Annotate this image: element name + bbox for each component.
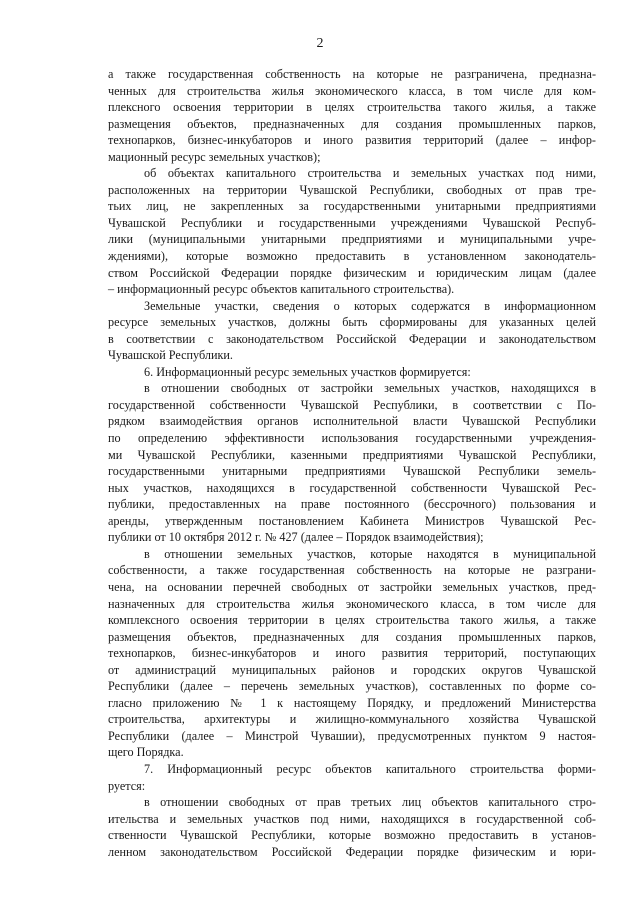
text-line: а также государственная собственность на которые не разграничена, предназна- [108, 67, 596, 81]
text-line: в соответствии с законодательством Российской Федерации и законодательством [108, 331, 596, 346]
text-line: Чувашской Республики и государственными учреждениями Чувашской Респуб- [108, 215, 596, 230]
text-line: от администраций муниципальных районов и городских округов Чувашской [108, 662, 596, 677]
text-line: ченных для строительства жилья экономического класса, в том числе для ком- [108, 83, 596, 98]
text-line: плексного освоения территории в целях строительства такого жилья, а также [108, 100, 596, 115]
text-line: 6. Информационный ресурс земельных участков формируется: [144, 364, 471, 379]
document-body-text [108, 66, 596, 860]
text-line: Земельные участки, сведения о которых содержатся в информационном [144, 298, 596, 313]
text-line: руется: [108, 778, 146, 793]
text-line: 7. Информационный ресурс объектов капитального строительства форми- [144, 761, 596, 776]
text-line: расположенных на территории Чувашской Республики, свободных от прав тре- [108, 182, 596, 197]
text-line: комплексного освоения территории в целях строительства такого жилья, а также [108, 613, 596, 628]
text-line: чена, на основании перечней свободных от застройки земельных участков, пред- [108, 579, 596, 594]
text-line: размещения объектов, предназначенных для создания промышленных парков, [108, 116, 596, 131]
text-line: технопарков, бизнес-инкубаторов и иного развития территорий, поступающих [108, 646, 596, 661]
text-line: ных участков, находящихся в государственной собственности Чувашской Рес- [108, 480, 596, 495]
text-line: публики от 10 октября 2012 г. № 427 (далее – Порядок взаимодействия); [108, 530, 484, 545]
text-line: ительства и земельных участков под ними, находящихся в государственной соб- [108, 811, 596, 826]
text-line: по определению эффективности использования государственными учреждения- [108, 431, 596, 446]
text-line: лики (муниципальными унитарными предприятиями и муниципальными учре- [108, 232, 596, 247]
text-line: об объектах капитального строительства и земельных участках под ними, [144, 166, 596, 181]
text-line: ленном законодательством Российской Федерации порядке физическим и юри- [108, 844, 596, 859]
text-line: государственной собственности Чувашской Республики, в соответствии с По- [108, 397, 596, 412]
text-line: ресурсе земельных участков, должны быть сформированы для указанных целей [108, 315, 596, 330]
text-line: ственности Чувашской Республики, которые возможно предоставить в установ- [108, 828, 596, 843]
text-line: – информационный ресурс объектов капитального строительства). [108, 282, 455, 297]
text-line: государственными унитарными предприятиями Чувашской Республики земель- [108, 464, 596, 479]
text-line: ждениями), которые возможно предоставить в установленном законодатель- [108, 249, 596, 264]
text-line: ством Российской Федерации порядке физическим и юридическим лицам (далее [108, 265, 596, 280]
text-line: в отношении свободных от прав третьих лиц объектов капитального стро- [144, 795, 596, 810]
text-line: мационный ресурс земельных участков); [108, 149, 321, 164]
text-line: аренды, утвержденным постановлением Кабинета Министров Чувашской Рес- [108, 513, 596, 528]
text-line: Республики (далее – перечень земельных участков), составленных по форме со- [108, 679, 596, 694]
text-line: гласно приложению № 1 к настоящему Порядку, и предложений Министерства [108, 695, 596, 710]
text-line: щего Порядка. [108, 745, 184, 760]
text-line: публики, предоставленных на праве постоянного (бессрочного) пользования и [108, 497, 596, 512]
text-line: назначенных для строительства жилья экономического класса, в том числе для [108, 596, 596, 611]
text-line: размещения объектов, предназначенных для создания промышленных парков, [108, 629, 596, 644]
text-line: в отношении свободных от застройки земельных участков, находящихся в [144, 381, 596, 396]
text-line: ми Чувашской Республики, казенными предприятиями Чувашской Республики, [108, 447, 596, 462]
text-line: строительства, архитектуры и жилищно-коммунального хозяйства Чувашской [108, 712, 596, 727]
page-number: 2 [316, 36, 324, 51]
text-line: технопарков, бизнес-инкубаторов и иного развития территорий (далее – инфор- [108, 133, 596, 148]
text-line: рядком взаимодействия органов исполнительной власти Чувашской Республики [108, 414, 596, 429]
text-line: тьих лиц, не закрепленных за государственными унитарными предприятиями [108, 199, 596, 214]
text-line: в отношении земельных участков, которые находятся в муниципальной [144, 546, 596, 561]
text-line: собственности, а также государственная собственность на которые не разграни- [108, 563, 596, 578]
text-line: Республики (далее – Минстрой Чувашии), предусмотренных пунктом 9 настоя- [108, 728, 596, 743]
text-line: Чувашской Республики. [108, 348, 233, 363]
